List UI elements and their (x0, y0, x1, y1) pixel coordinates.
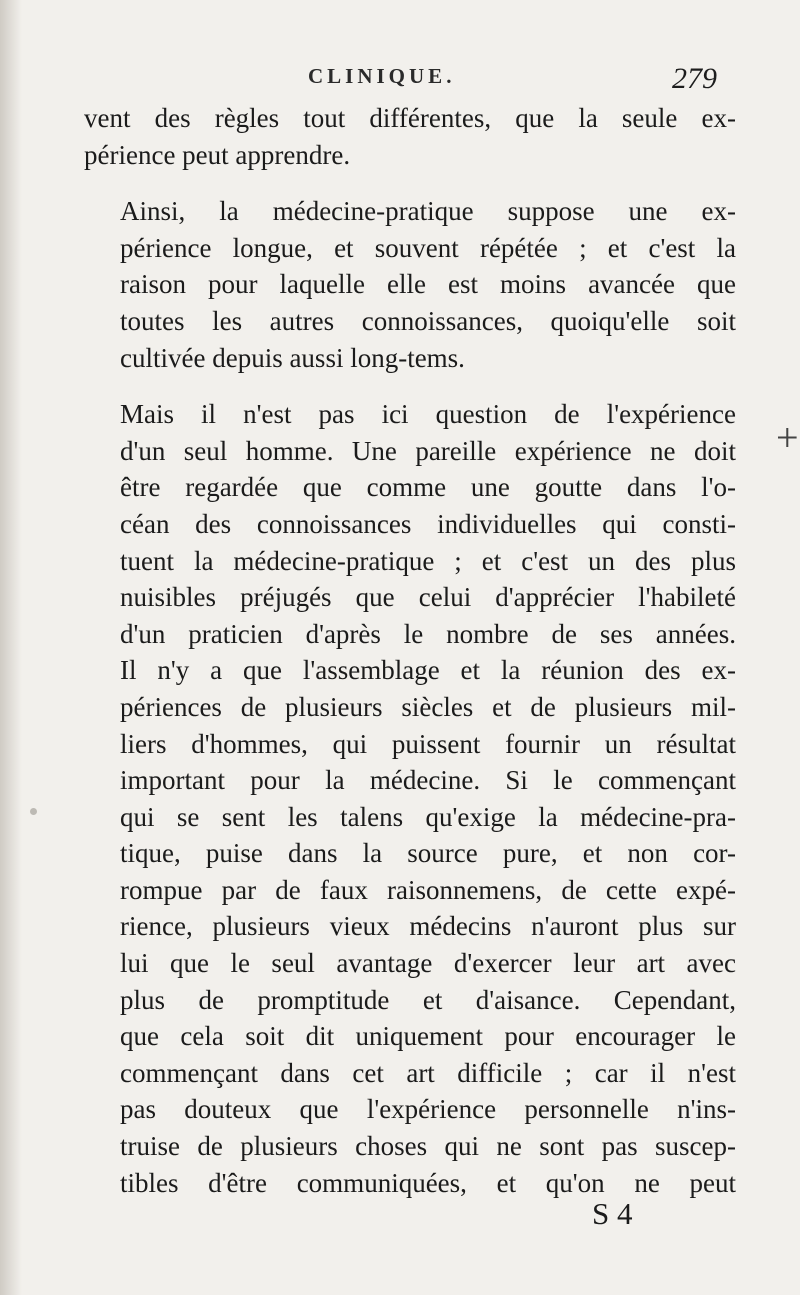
text-line: liers d'hommes, qui puissent fournir un résultat (120, 728, 736, 759)
text-line: d'un seul homme. Une pareille expérience ne doit (120, 435, 736, 466)
text-line: Mais il n'est pas ici question de l'expérience (120, 399, 736, 430)
text-line: tibles d'être communiquées, et qu'on ne peut (120, 1167, 736, 1198)
page-header (0, 62, 800, 102)
text-line: truise de plusieurs choses qui ne sont pas suscep- (120, 1131, 736, 1162)
signature-mark: S 4 (592, 1196, 633, 1231)
binding-shadow (0, 0, 22, 1295)
text-line: important pour la médecine. Si le commençant (120, 765, 736, 796)
text-line: plus de promptitude et d'aisance. Cependant, (120, 984, 736, 1015)
body-text (84, 100, 736, 1221)
text-line: cultivée depuis aussi long-tems. (120, 342, 465, 373)
text-line: nuisibles préjugés que celui d'apprécier l'habileté (120, 582, 736, 613)
text-line: Il n'y a que l'assemblage et la réunion des ex- (120, 655, 736, 686)
text-line: tique, puise dans la source pure, et non cor- (120, 838, 736, 869)
text-line: vent des règles tout différentes, que la seule ex- (84, 103, 736, 133)
text-line: périence peut apprendre. (84, 139, 351, 170)
text-line: qui se sent les talens qu'exige la médecine-pra- (120, 801, 736, 832)
text-line: être regardée que comme une goutte dans l'o- (120, 472, 736, 503)
paragraph-3 (84, 396, 736, 1201)
text-line: toutes les autres connoissances, quoiqu'elle soit (120, 305, 736, 336)
paragraph-1 (84, 100, 736, 173)
text-line: céan des connoissances individuelles qui consti- (120, 508, 736, 539)
text-line: que cela soit dit uniquement pour encourager le (120, 1021, 736, 1052)
text-line: rompue par de faux raisonnemens, de cette expé- (120, 874, 736, 905)
text-line: Ainsi, la médecine-pratique suppose une ex- (120, 196, 736, 227)
text-line: pas douteux que l'expérience personnelle n'ins- (120, 1094, 736, 1125)
text-line: périences de plusieurs siècles et de plusieurs mil- (120, 691, 736, 722)
text-line: tuent la médecine-pratique ; et c'est un des plus (120, 545, 736, 576)
text-line: périence longue, et souvent répétée ; et c'est la (120, 232, 736, 263)
paper-spot (30, 808, 37, 815)
text-line: rience, plusieurs vieux médecins n'auront plus sur (120, 911, 736, 942)
text-line: commençant dans cet art difficile ; car il n'est (120, 1057, 736, 1088)
running-head: CLINIQUE. (308, 64, 456, 88)
text-line: d'un praticien d'après le nombre de ses années. (120, 618, 736, 649)
text-line: raison pour laquelle elle est moins avancée que (120, 269, 736, 300)
paragraph-2 (84, 193, 736, 376)
page-number: 279 (672, 62, 717, 95)
text-line: lui que le seul avantage d'exercer leur art avec (120, 948, 736, 979)
margin-plus-mark: + (776, 415, 799, 460)
